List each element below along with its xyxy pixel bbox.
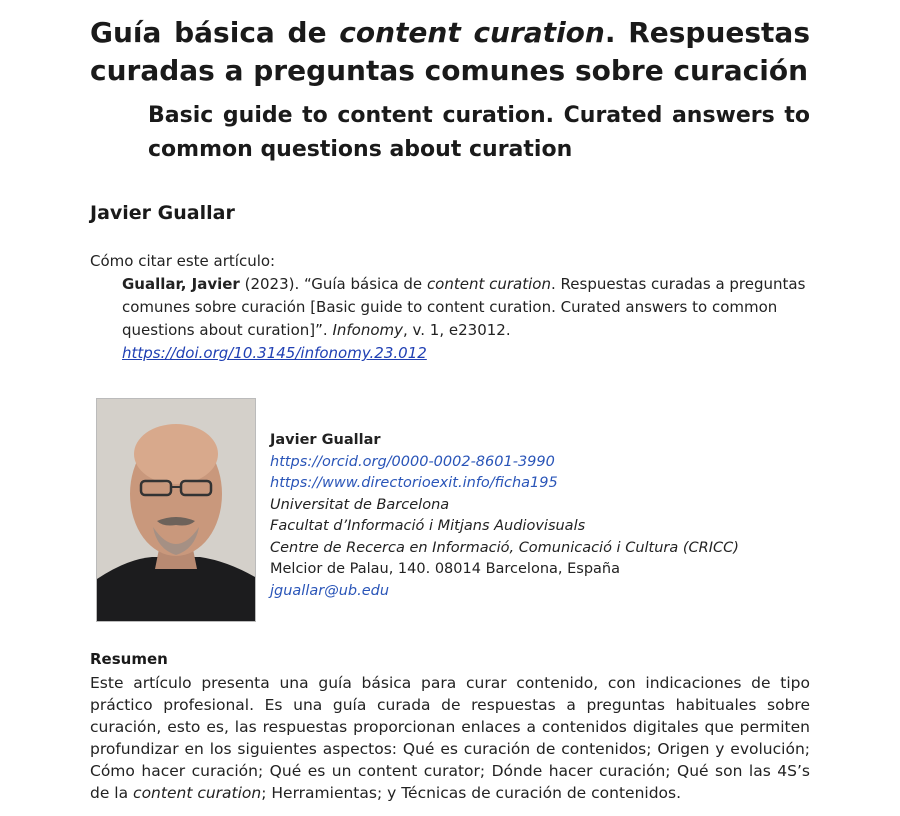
title-english: Basic guide to content curation. Curated answers to common questions about curation	[148, 103, 810, 162]
title-es-italic: content curation	[339, 16, 605, 49]
author-name: Javier Guallar	[90, 202, 235, 224]
abstract-text1: Este artículo presenta una guía básica para curar contenido, con indicaciones de tipo práctico profesional. Es una guía curada de respuestas a preguntas habituales sobre curación, esto es, las respuestas proporcionan enlaces a contenidos digitales que permiten profundizar en los siguientes aspectos: Qué es curación de contenidos; Origen y evolución; Cómo hacer curación; Qué es un content curator; Dónde hacer curación; Qué son las 4S’s de la	[90, 674, 810, 802]
portrait-illustration	[97, 399, 255, 621]
bio-address: Melcior de Palau, 140. 08014 Barcelona, España	[270, 561, 621, 577]
author-bio	[270, 430, 739, 602]
bio-faculty: Facultat d’Informació i Mitjans Audiovisuals	[270, 518, 586, 534]
citation-journal: Infonomy	[332, 321, 404, 339]
abstract-heading: Resumen	[90, 650, 168, 668]
bio-centre: Centre de Recerca en Informació, Comunicació i Cultura (CRICC)	[270, 539, 739, 556]
orcid-link[interactable]: https://orcid.org/0000-0002-8601-3990	[270, 453, 555, 470]
abstract-italic: content curation	[133, 784, 262, 802]
abstract-text2: ; Herramientas; y Técnicas de curación de contenidos.	[261, 784, 682, 802]
bio-name: Javier Guallar	[270, 432, 381, 448]
title-spanish	[90, 14, 810, 90]
title-es-part1: Guía básica de	[90, 16, 340, 49]
citation-year: (2023). “Guía básica de	[239, 275, 427, 293]
citation-rest2: , v. 1, e23012.	[403, 321, 511, 339]
doi-link[interactable]: https://doi.org/10.3145/infonomy.23.012	[122, 344, 427, 362]
citation-text	[122, 273, 810, 365]
bio-university: Universitat de Barcelona	[270, 496, 450, 513]
citation-rest1: . Respuestas curadas a preguntas comunes sobre curación [Basic guide to content curation. Curated answers to common questions about curation]”.	[122, 275, 806, 339]
title-es-part2: . Respuestas curadas a preguntas comunes sobre curación	[90, 16, 810, 87]
email-link[interactable]: jguallar@ub.edu	[270, 582, 390, 599]
author-photo	[96, 398, 256, 622]
citation-label: Cómo citar este artículo:	[90, 252, 276, 270]
citation-author: Guallar, Javier	[122, 275, 240, 293]
citation-italic: content curation	[426, 275, 551, 293]
abstract-text	[90, 672, 810, 804]
directorio-exit-link[interactable]: https://www.directorioexit.info/ficha195	[270, 475, 558, 491]
